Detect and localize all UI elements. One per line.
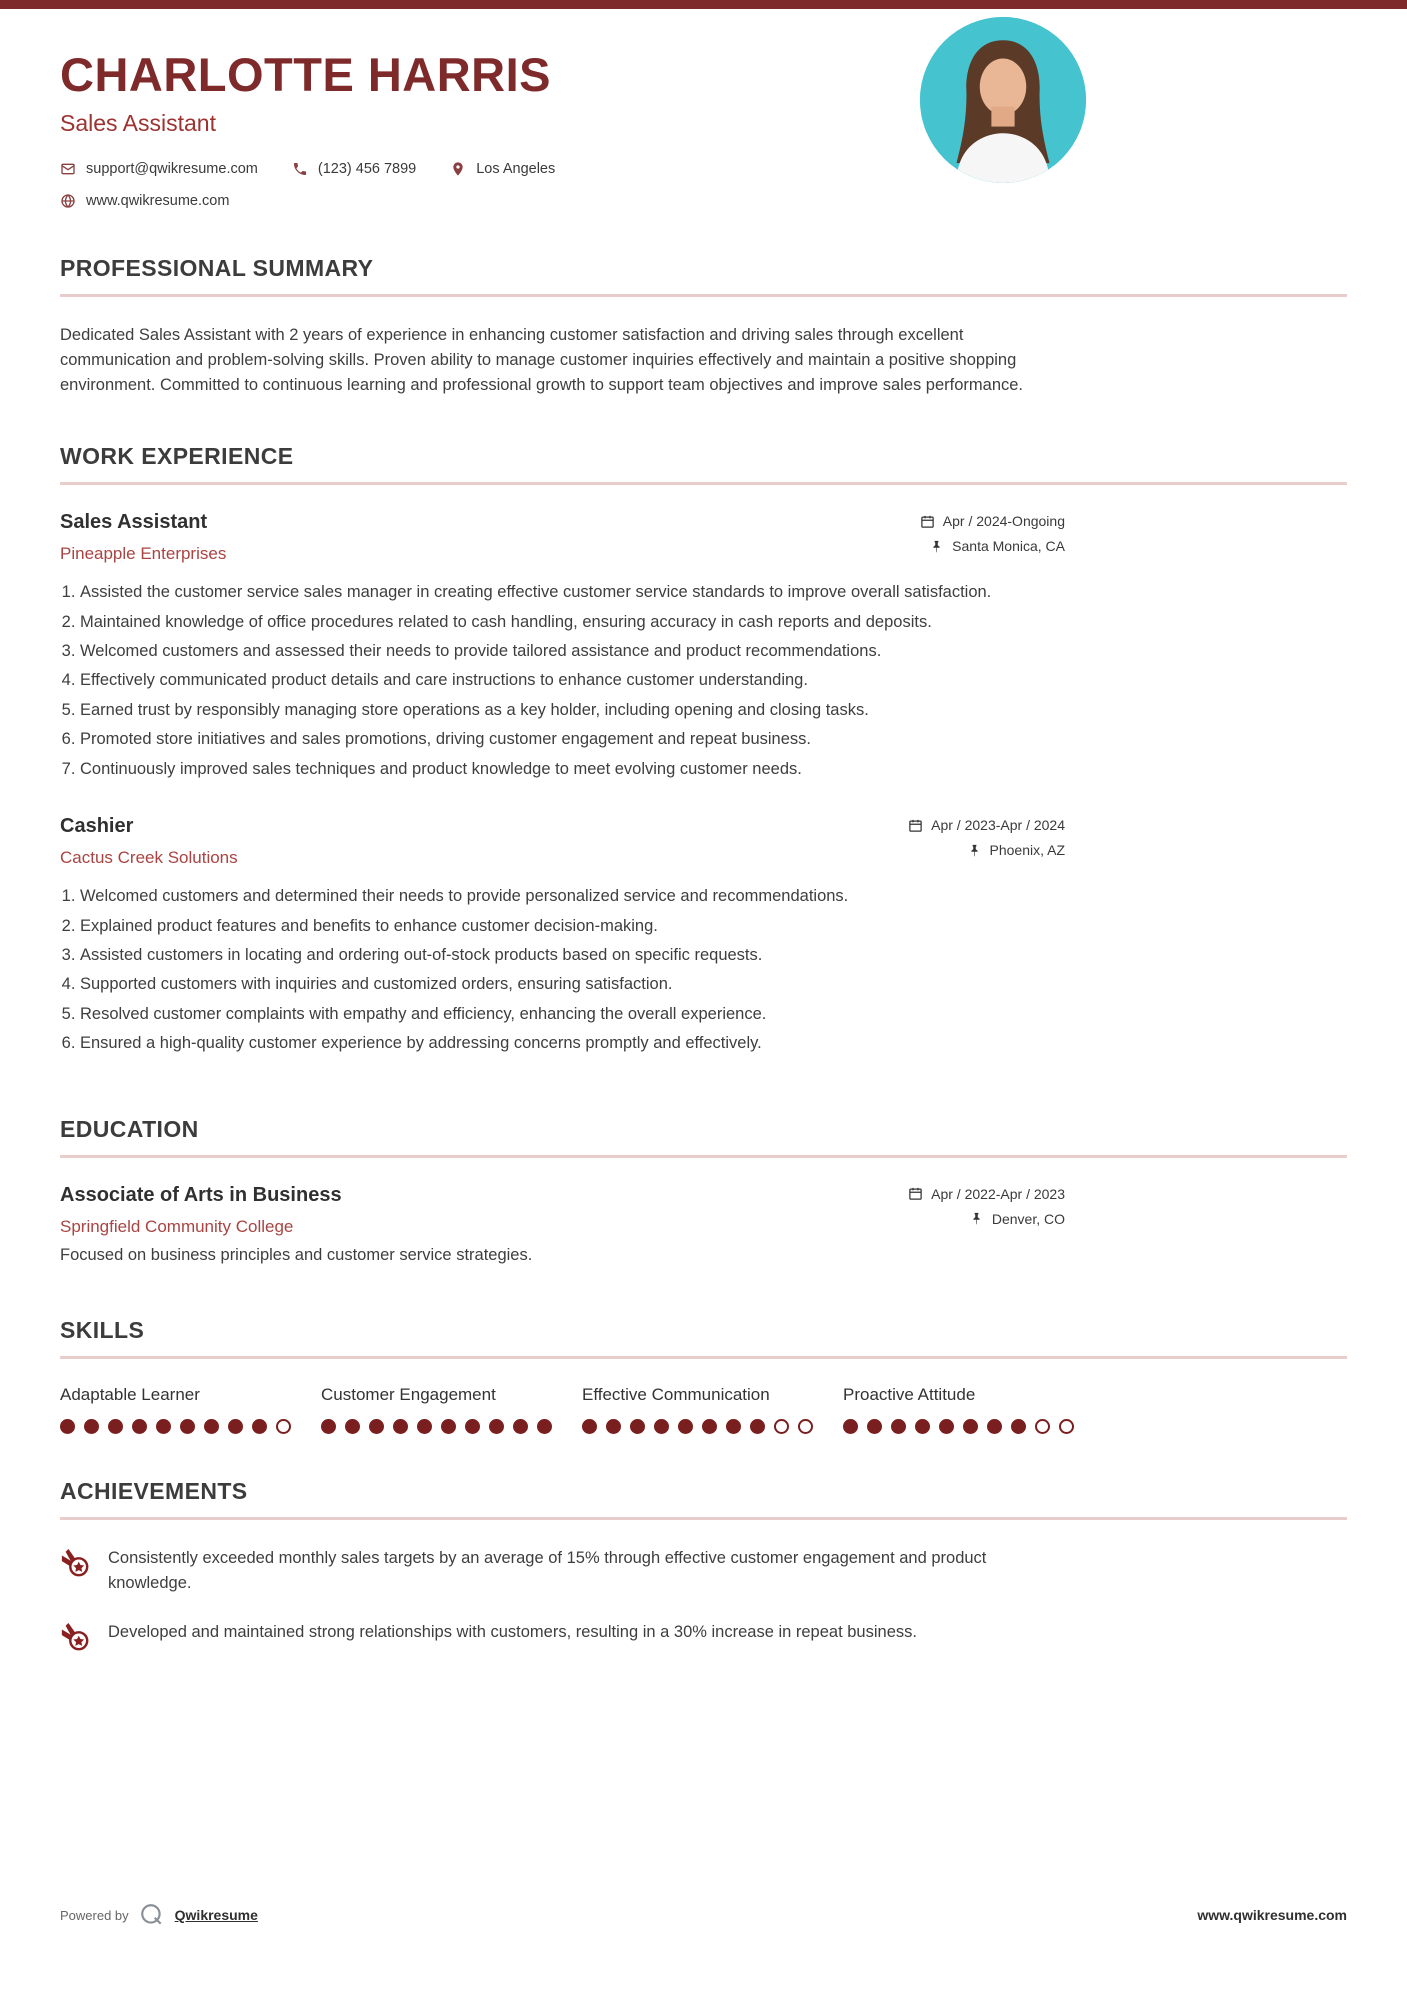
email-contact[interactable] bbox=[60, 161, 258, 177]
achievement-item bbox=[60, 1546, 1060, 1596]
rating-dot-empty bbox=[1059, 1419, 1074, 1434]
job-bullet: 2. Explained product features and benefits to enhance customer decision-making. bbox=[80, 914, 1065, 938]
rating-dot-filled bbox=[393, 1419, 408, 1434]
rating-dot-filled bbox=[654, 1419, 669, 1434]
skill-rating bbox=[60, 1419, 297, 1434]
rating-dot-filled bbox=[1011, 1419, 1026, 1434]
rating-dot-filled bbox=[678, 1419, 693, 1434]
rating-dot-filled bbox=[252, 1419, 267, 1434]
skill-name: Adaptable Learner bbox=[60, 1385, 200, 1405]
rating-dot-filled bbox=[156, 1419, 171, 1434]
rating-dot-filled bbox=[939, 1419, 954, 1434]
job-bullet: 5. Earned trust by responsibly managing store operations as a key holder, including opening and closing tasks. bbox=[80, 698, 1065, 722]
rating-dot-filled bbox=[702, 1419, 717, 1434]
candidate-name: CHARLOTTE HARRIS bbox=[60, 48, 552, 101]
section-experience bbox=[60, 443, 1347, 1055]
rating-dot-filled bbox=[630, 1419, 645, 1434]
rating-dot-filled bbox=[204, 1419, 219, 1434]
job-company: Cactus Creek Solutions bbox=[60, 848, 238, 868]
section-divider bbox=[60, 1517, 1347, 1520]
resume-page bbox=[0, 9, 1407, 1652]
experience-heading: WORK EXPERIENCE bbox=[60, 443, 294, 470]
job-bullet: 3. Welcomed customers and assessed their needs to provide tailored assistance and product recommendations. bbox=[80, 639, 1065, 663]
rating-dot-empty bbox=[798, 1419, 813, 1434]
summary-heading: PROFESSIONAL SUMMARY bbox=[60, 255, 374, 281]
rating-dot-filled bbox=[537, 1419, 552, 1434]
profile-photo bbox=[920, 17, 1086, 183]
footer-website: www.qwikresume.com bbox=[1197, 1907, 1347, 1923]
skill-name: Effective Communication bbox=[582, 1385, 770, 1405]
achievement-text: Developed and maintained strong relationships with customers, resulting in a 30% increase in repeat business. bbox=[108, 1622, 917, 1641]
email-icon bbox=[60, 161, 76, 177]
job-company: Pineapple Enterprises bbox=[60, 544, 227, 564]
rating-dot-empty bbox=[1035, 1419, 1050, 1434]
job-bullet: 2. Maintained knowledge of office procedures related to cash handling, ensuring accuracy in cash reports and deposits. bbox=[80, 610, 1065, 634]
contact-row-2 bbox=[60, 193, 1347, 209]
phone-icon bbox=[292, 161, 308, 177]
rating-dot-filled bbox=[750, 1419, 765, 1434]
rating-dot-filled bbox=[915, 1419, 930, 1434]
rating-dot-filled bbox=[726, 1419, 741, 1434]
location-contact bbox=[450, 161, 555, 177]
achievement-item bbox=[60, 1620, 1060, 1652]
section-skills bbox=[60, 1317, 1347, 1434]
job-location: Phoenix, AZ bbox=[908, 842, 1065, 858]
website-text: www.qwikresume.com bbox=[86, 193, 230, 209]
skills-grid bbox=[60, 1385, 1080, 1434]
job-entry bbox=[60, 511, 1065, 781]
location-text: Los Angeles bbox=[476, 161, 556, 177]
section-achievements bbox=[60, 1478, 1347, 1652]
pushpin-icon bbox=[967, 843, 982, 858]
skill-item bbox=[843, 1385, 1080, 1434]
pushpin-icon bbox=[929, 539, 944, 554]
rating-dot-filled bbox=[441, 1419, 456, 1434]
job-bullet: 1. Welcomed customers and determined their needs to provide personalized service and recommendations. bbox=[80, 884, 1065, 908]
job-bullet: 7. Continuously improved sales techniques and product knowledge to meet evolving customer needs. bbox=[80, 757, 1065, 781]
website-contact[interactable] bbox=[60, 193, 229, 209]
rating-dot-filled bbox=[963, 1419, 978, 1434]
header bbox=[60, 9, 1347, 209]
pushpin-icon bbox=[969, 1211, 984, 1226]
rating-dot-empty bbox=[774, 1419, 789, 1434]
rating-dot-filled bbox=[132, 1419, 147, 1434]
section-divider bbox=[60, 294, 1347, 297]
skill-rating bbox=[321, 1419, 558, 1434]
achievement-text: Consistently exceeded monthly sales targets by an average of 15% through effective customer engagement and product knowledge. bbox=[108, 1549, 987, 1593]
skill-item bbox=[321, 1385, 558, 1434]
achievements-heading: ACHIEVEMENTS bbox=[60, 1478, 248, 1505]
job-title: Cashier bbox=[60, 815, 134, 838]
education-location: Denver, CO bbox=[908, 1211, 1065, 1227]
globe-icon bbox=[60, 193, 76, 209]
rating-dot-filled bbox=[513, 1419, 528, 1434]
job-bullet: 3. Assisted customers in locating and ordering out-of-stock products based on specific requests. bbox=[80, 943, 1065, 967]
email-text: support@qwikresume.com bbox=[86, 161, 258, 177]
rating-dot-filled bbox=[345, 1419, 360, 1434]
skill-name: Proactive Attitude bbox=[843, 1385, 976, 1405]
job-location: Santa Monica, CA bbox=[920, 538, 1065, 554]
job-entry bbox=[60, 815, 1065, 1055]
section-divider bbox=[60, 1356, 1347, 1359]
calendar-icon bbox=[908, 818, 923, 833]
calendar-icon bbox=[920, 514, 935, 529]
rating-dot-filled bbox=[228, 1419, 243, 1434]
qwikresume-logo-icon bbox=[139, 1902, 165, 1928]
award-icon bbox=[60, 1548, 90, 1578]
rating-dot-filled bbox=[582, 1419, 597, 1434]
skill-name: Customer Engagement bbox=[321, 1385, 496, 1405]
skills-heading: SKILLS bbox=[60, 1317, 145, 1344]
powered-by-label: Powered by bbox=[60, 1907, 129, 1923]
degree-title: Associate of Arts in Business bbox=[60, 1183, 342, 1206]
phone-contact[interactable] bbox=[292, 161, 416, 177]
rating-dot-filled bbox=[60, 1419, 75, 1434]
job-bullet: 4. Supported customers with inquiries and customized orders, ensuring satisfaction. bbox=[80, 972, 1065, 996]
job-title: Sales Assistant bbox=[60, 511, 208, 534]
rating-dot-filled bbox=[987, 1419, 1002, 1434]
job-bullet: 1. Assisted the customer service sales manager in creating effective customer service standards to improve overall satisfaction. bbox=[80, 580, 1065, 604]
rating-dot-filled bbox=[489, 1419, 504, 1434]
section-divider bbox=[60, 482, 1347, 485]
job-bullet: 6. Ensured a high-quality customer experience by addressing concerns promptly and effectively. bbox=[80, 1031, 1065, 1055]
skill-rating bbox=[843, 1419, 1080, 1434]
phone-text: (123) 456 7899 bbox=[317, 161, 417, 177]
job-bullet-list bbox=[80, 884, 1065, 1055]
award-icon bbox=[60, 1622, 90, 1652]
rating-dot-filled bbox=[891, 1419, 906, 1434]
rating-dot-filled bbox=[108, 1419, 123, 1434]
rating-dot-filled bbox=[417, 1419, 432, 1434]
rating-dot-filled bbox=[369, 1419, 384, 1434]
job-bullet-list bbox=[80, 580, 1065, 781]
section-summary bbox=[60, 255, 1347, 397]
rating-dot-empty bbox=[276, 1419, 291, 1434]
footer bbox=[0, 1902, 1407, 1928]
top-accent-bar bbox=[0, 0, 1407, 9]
job-bullet: 4. Effectively communicated product details and care instructions to enhance customer understanding. bbox=[80, 668, 1065, 692]
calendar-icon bbox=[908, 1186, 923, 1201]
section-education bbox=[60, 1116, 1347, 1268]
education-heading: EDUCATION bbox=[60, 1115, 199, 1142]
skill-item bbox=[60, 1385, 297, 1434]
qwikresume-link[interactable]: Qwikresume bbox=[174, 1907, 258, 1923]
job-bullet: 5. Resolved customer complaints with empathy and efficiency, enhancing the overall experience. bbox=[80, 1002, 1065, 1026]
candidate-title: Sales Assistant bbox=[60, 110, 216, 136]
rating-dot-filled bbox=[465, 1419, 480, 1434]
job-dates: Apr / 2023-Apr / 2024 bbox=[908, 817, 1065, 833]
education-dates: Apr / 2022-Apr / 2023 bbox=[908, 1186, 1065, 1202]
contact-row-1 bbox=[60, 161, 1347, 177]
job-dates: Apr / 2024-Ongoing bbox=[920, 513, 1065, 529]
school-name: Springfield Community College bbox=[60, 1216, 294, 1236]
education-description: Focused on business principles and customer service strategies. bbox=[60, 1245, 533, 1264]
rating-dot-filled bbox=[606, 1419, 621, 1434]
summary-text: Dedicated Sales Assistant with 2 years of experience in enhancing customer satisfaction and driving sales through excellent communication and problem-solving skills. Proven ability to manage customer inquiries effectively and maintain a positive shopping environment. Committed to continuous learning and professional growth to support team objectives and improve sales performance. bbox=[60, 326, 1024, 394]
skill-item bbox=[582, 1385, 819, 1434]
job-bullet: 6. Promoted store initiatives and sales promotions, driving customer engagement and repeat business. bbox=[80, 727, 1065, 751]
location-pin-icon bbox=[450, 161, 466, 177]
section-divider bbox=[60, 1155, 1347, 1158]
rating-dot-filled bbox=[321, 1419, 336, 1434]
rating-dot-filled bbox=[843, 1419, 858, 1434]
rating-dot-filled bbox=[180, 1419, 195, 1434]
rating-dot-filled bbox=[84, 1419, 99, 1434]
skill-rating bbox=[582, 1419, 819, 1434]
rating-dot-filled bbox=[867, 1419, 882, 1434]
